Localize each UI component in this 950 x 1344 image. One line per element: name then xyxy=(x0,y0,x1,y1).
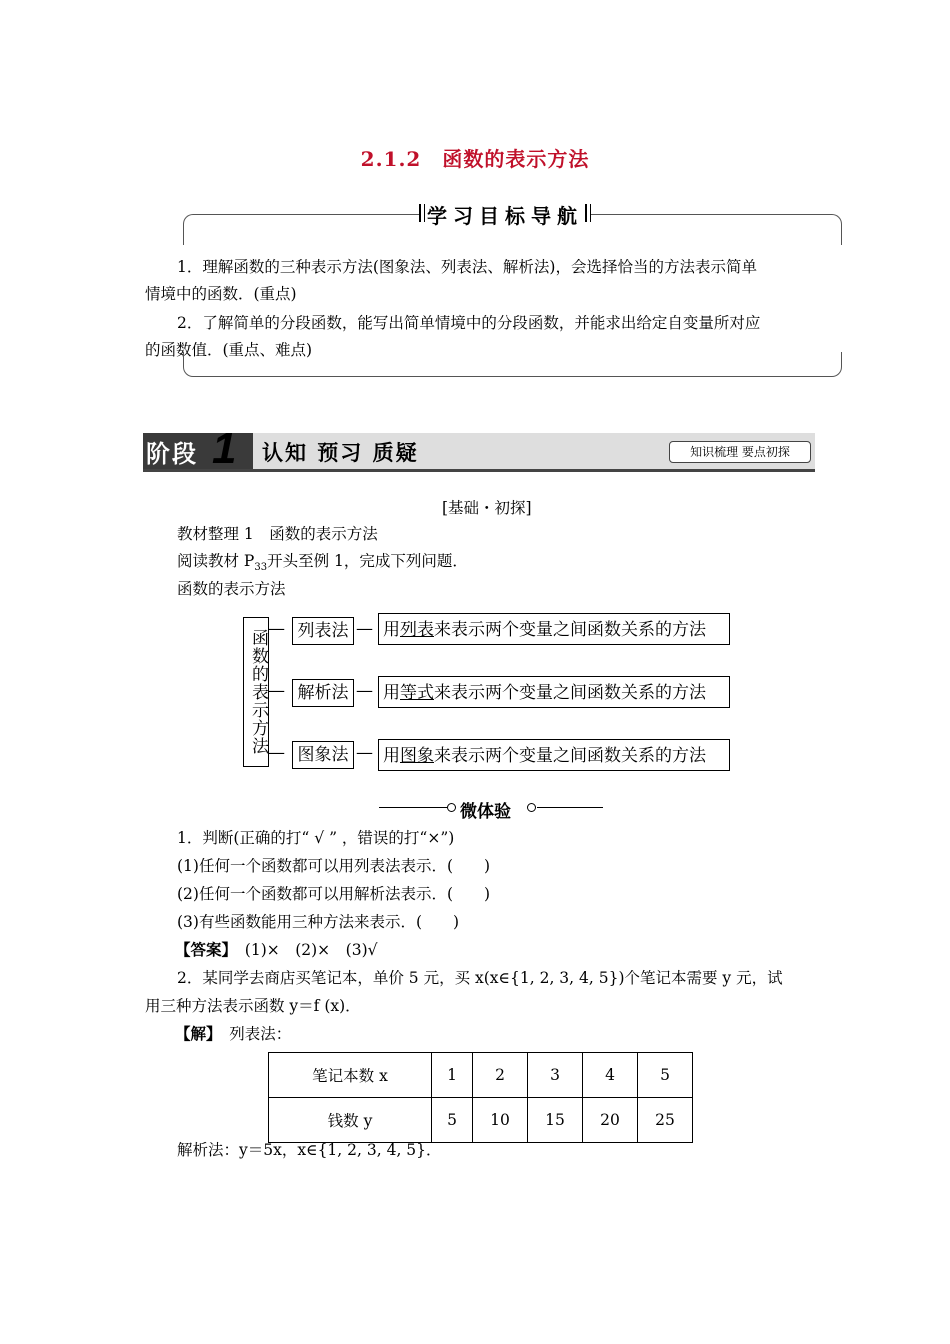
table-row xyxy=(269,1098,693,1143)
q1-item-2: (2)任何一个函数都可以用解析法表示．( ) xyxy=(177,885,491,903)
goal-2-line-1: 2．了解简单的分段函数，能写出简单情境中的分段函数，并能求出给定自变量所对应 xyxy=(177,314,761,332)
page-title: 2.1.2 函数的表示方法 xyxy=(360,147,590,171)
table-row xyxy=(269,1053,693,1098)
table-cell: 20 xyxy=(583,1098,638,1143)
table-cell: 5 xyxy=(432,1098,473,1143)
q2-line-2: 用三种方法表示函数 y＝f (x)． xyxy=(145,997,361,1015)
connector: — xyxy=(268,743,285,763)
connector: — xyxy=(356,743,373,763)
method-desc-analytic: 用等式来表示两个变量之间函数关系的方法 xyxy=(378,676,730,708)
methods-heading: 函数的表示方法 xyxy=(177,580,286,598)
stage-word: 阶段 xyxy=(146,439,198,468)
connector: — xyxy=(356,619,373,639)
method-box-analytic: 解析法 xyxy=(292,679,354,707)
table-cell: 25 xyxy=(638,1098,693,1143)
stage-title: 认知 预习 质疑 xyxy=(262,440,419,465)
method-desc-graph: 用图象来表示两个变量之间函数关系的方法 xyxy=(378,739,730,771)
goal-2-line-2: 的函数值．(重点、难点) xyxy=(145,341,313,359)
q2-solution-label: 【解】 列表法： xyxy=(175,1024,292,1043)
value-table xyxy=(268,1052,693,1143)
table-header-cell: 钱数 y xyxy=(269,1098,432,1143)
connector: — xyxy=(268,619,285,639)
goal-1-line-2: 情境中的函数．(重点) xyxy=(145,285,297,303)
q1-item-1: (1)任何一个函数都可以用列表法表示．( ) xyxy=(177,857,491,875)
q1-stem: 1．判断(正确的打“ √ ” ，错误的打“×”) xyxy=(177,829,455,847)
connector: — xyxy=(356,681,373,701)
wei-divider-right xyxy=(537,807,603,808)
wei-divider-left xyxy=(379,807,447,808)
table-cell: 1 xyxy=(432,1053,473,1098)
table-cell: 5 xyxy=(638,1053,693,1098)
material-title: 教材整理 1 函数的表示方法 xyxy=(177,525,378,543)
goals-banner: 学习目标导航 xyxy=(419,200,591,229)
q2-line-1: 2．某同学去商店买笔记本，单价 5 元，买 x(x∈{1, 2, 3, 4, 5})个笔记本需要 y 元，试 xyxy=(177,969,783,987)
method-box-graph: 图象法 xyxy=(292,741,354,769)
q1-item-3: (3)有些函数能用三种方法来表示．( ) xyxy=(177,913,460,931)
table-cell: 4 xyxy=(583,1053,638,1098)
q1-answer: 【答案】 (1)× (2)× (3)√ xyxy=(175,940,378,959)
table-cell: 10 xyxy=(473,1098,528,1143)
stage-number: 1 xyxy=(212,424,237,473)
stage-tag: 知识梳理 要点初探 xyxy=(669,441,811,463)
wei-circle-right xyxy=(527,803,536,812)
q2-analytic: 解析法：y＝5x，x∈{1, 2, 3, 4, 5}． xyxy=(177,1141,442,1159)
table-cell: 2 xyxy=(473,1053,528,1098)
wei-heading: 微体验 xyxy=(460,802,511,822)
goals-frame-bottom xyxy=(183,352,842,377)
method-box-table: 列表法 xyxy=(292,617,354,645)
reading-instruction: 阅读教材 $P_{33}$开头至例 1，完成下列问题． xyxy=(177,552,468,574)
method-desc-table: 用列表来表示两个变量之间函数关系的方法 xyxy=(378,613,730,645)
wei-circle-left xyxy=(447,803,456,812)
goal-1-line-1: 1．理解函数的三种表示方法(图象法、列表法、解析法)，会选择恰当的方法表示简单 xyxy=(177,258,757,276)
connector: — xyxy=(268,681,285,701)
table-cell: 15 xyxy=(528,1098,583,1143)
table-header-cell: 笔记本数 x xyxy=(269,1053,432,1098)
basics-label: [基础・初探] xyxy=(442,499,532,517)
table-cell: 3 xyxy=(528,1053,583,1098)
diagram-root-box: 函数的表示方法 xyxy=(243,617,269,767)
